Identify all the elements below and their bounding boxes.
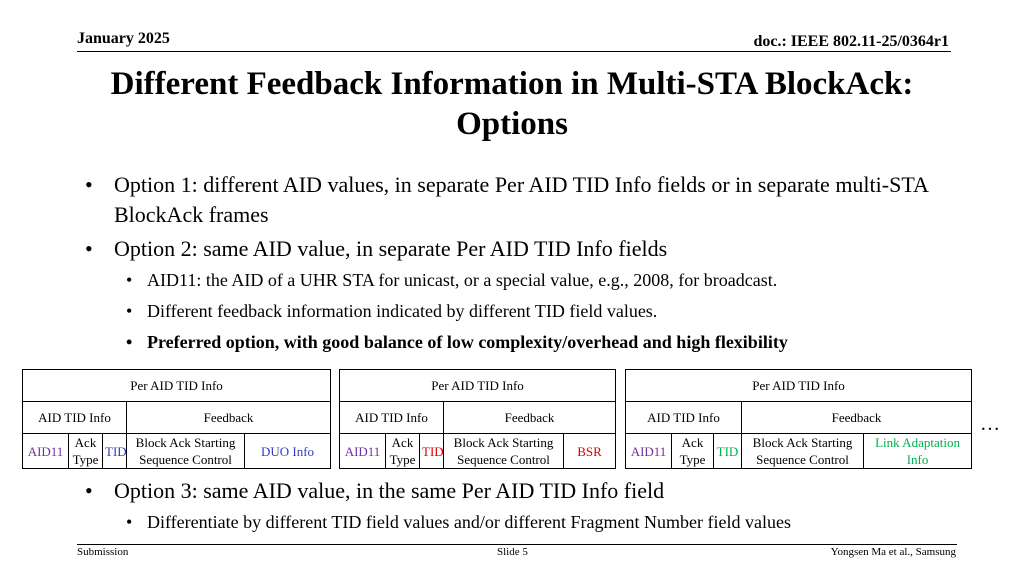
table-title: Per AID TID Info	[340, 370, 616, 402]
footer-divider	[77, 544, 957, 545]
duo-info-cell: DUO Info	[245, 434, 331, 469]
subbullet-option3: • Differentiate by different TID field values and/or different Fragment Number field values	[83, 510, 963, 534]
aid-tid-info-header: AID TID Info	[626, 402, 742, 434]
feedback-header: Feedback	[127, 402, 331, 434]
footer-slide-number: Slide 5	[497, 546, 528, 558]
ellipsis: …	[980, 413, 1000, 435]
table-title: Per AID TID Info	[23, 370, 331, 402]
bullet-list	[83, 170, 963, 361]
aid-cell: AID11	[23, 434, 69, 469]
tid-cell: TID	[420, 434, 444, 469]
slide-title-line2: Options	[456, 106, 568, 142]
tid-cell: TID	[714, 434, 742, 469]
ack-type-cell: Ack Type	[672, 434, 714, 469]
header-divider	[77, 51, 951, 52]
tid-cell: TID	[103, 434, 127, 469]
subbullet-aid11: • AID11: the AID of a UHR STA for unicast, or a special value, e.g., 2008, for broadcast.	[83, 268, 963, 292]
per-aid-tid-info-table-2	[339, 369, 616, 469]
table-title: Per AID TID Info	[626, 370, 972, 402]
aid-tid-info-header: AID TID Info	[23, 402, 127, 434]
bullet-option3: • Option 3: same AID value, in the same Per AID TID Info field	[83, 476, 963, 506]
subbullet-different-feedback: • Different feedback information indicated by different TID field values.	[83, 299, 963, 323]
bullet-list-lower	[83, 476, 963, 541]
per-aid-tid-info-table-1	[22, 369, 331, 469]
ack-type-cell: Ack Type	[69, 434, 103, 469]
feedback-header: Feedback	[742, 402, 972, 434]
bullet-option1: • Option 1: different AID values, in separate Per AID TID Info fields or in separate multi-STA BlockAck frames	[83, 170, 963, 230]
bullet-option2: • Option 2: same AID value, in separate Per AID TID Info fields	[83, 234, 963, 264]
aid-cell: AID11	[626, 434, 672, 469]
header-date: January 2025	[77, 30, 170, 47]
block-ack-ssc-cell: Block Ack Starting Sequence Control	[444, 434, 564, 469]
slide-title-line1: Different Feedback Information in Multi-STA BlockAck:	[110, 66, 914, 102]
ack-type-cell: Ack Type	[386, 434, 420, 469]
subbullet-preferred-option: • Preferred option, with good balance of low complexity/overhead and high flexibility	[83, 330, 963, 354]
aid-cell: AID11	[340, 434, 386, 469]
aid-tid-info-header: AID TID Info	[340, 402, 444, 434]
bsr-cell: BSR	[564, 434, 616, 469]
block-ack-ssc-cell: Block Ack Starting Sequence Control	[127, 434, 245, 469]
per-aid-tid-info-table-3	[625, 369, 972, 469]
block-ack-ssc-cell: Block Ack Starting Sequence Control	[742, 434, 864, 469]
footer-submission: Submission	[77, 546, 129, 558]
feedback-header: Feedback	[444, 402, 616, 434]
footer-authors: Yongsen Ma et al., Samsung	[830, 546, 956, 558]
link-adaptation-info-cell: Link Adaptation Info	[864, 434, 972, 469]
slide-title	[40, 64, 984, 144]
header-doc-id: doc.: IEEE 802.11-25/0364r1	[753, 33, 949, 50]
